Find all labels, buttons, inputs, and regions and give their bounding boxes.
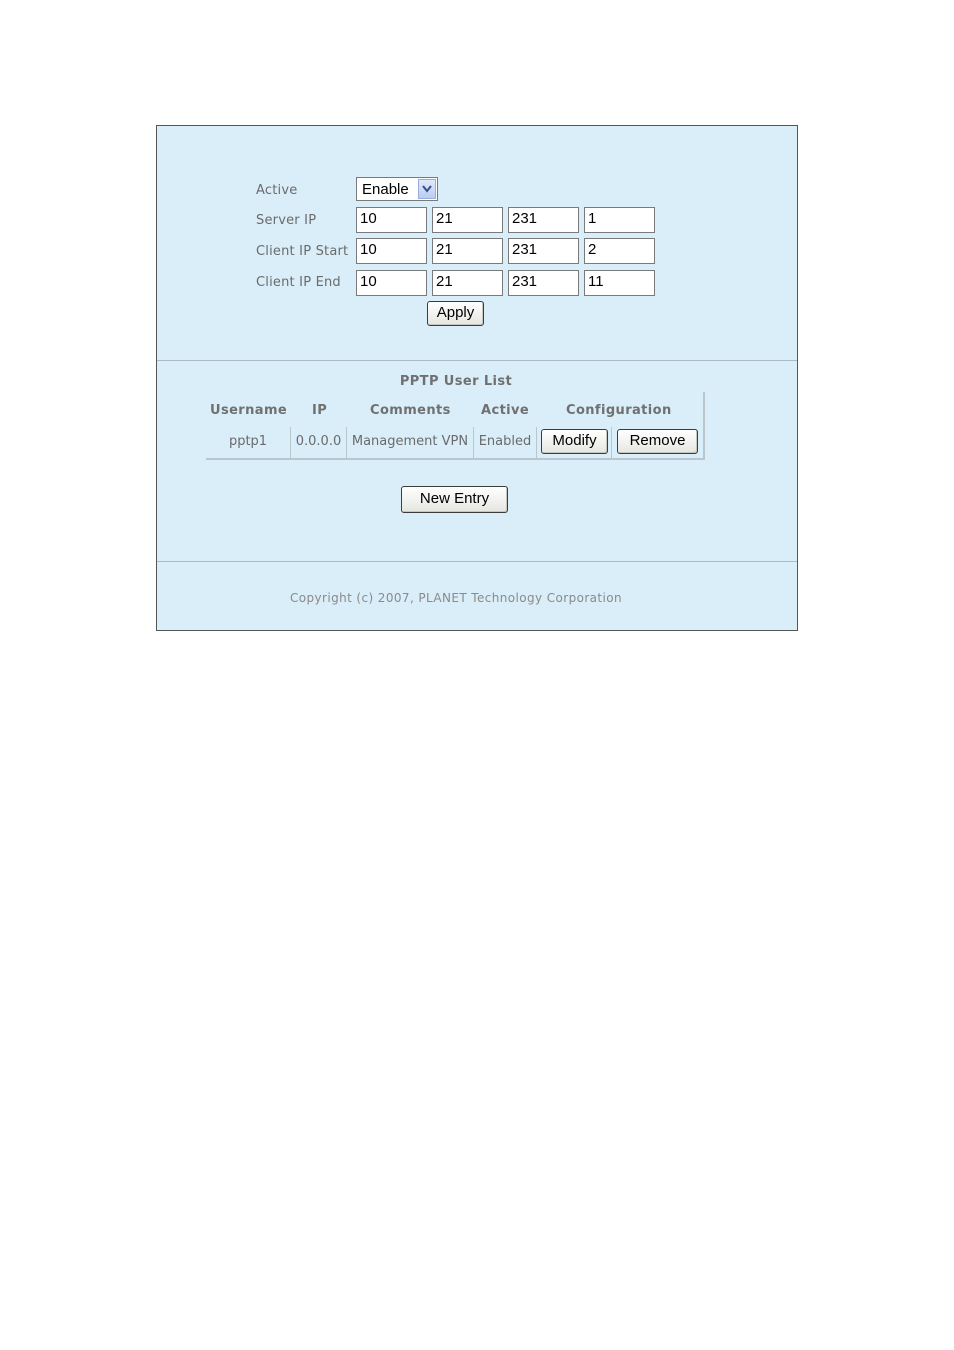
pptp-settings-panel [156, 125, 798, 631]
client-ip-start-octet-1[interactable]: 10 [356, 238, 427, 264]
column-header-active: Active [481, 403, 530, 418]
client-ip-end-octet-4[interactable]: 11 [584, 270, 655, 296]
cell-ip: 0.0.0.0 [291, 427, 347, 459]
client-ip-end-octet-1[interactable]: 10 [356, 270, 427, 296]
active-label: Active [256, 183, 298, 198]
copyright-text: Copyright (c) 2007, PLANET Technology Corporation [289, 591, 623, 605]
client-ip-start-label: Client IP Start [256, 244, 349, 259]
column-header-comments: Comments [370, 403, 451, 418]
modify-button[interactable]: Modify [541, 429, 608, 454]
server-ip-octet-2[interactable]: 21 [432, 207, 503, 233]
server-ip-octet-4[interactable]: 1 [584, 207, 655, 233]
remove-button[interactable]: Remove [617, 429, 698, 454]
chevron-down-icon[interactable] [418, 179, 436, 199]
cell-active: Enabled [474, 427, 537, 459]
column-header-configuration: Configuration [566, 403, 672, 418]
cell-comments: Management VPN [347, 427, 474, 459]
client-ip-end-label: Client IP End [256, 275, 341, 290]
user-list-title: PPTP User List [399, 374, 513, 389]
new-entry-button[interactable]: New Entry [401, 486, 508, 513]
active-select-value: Enable [362, 181, 409, 198]
server-ip-octet-1[interactable]: 10 [356, 207, 427, 233]
client-ip-start-octet-2[interactable]: 21 [432, 238, 503, 264]
section-divider [157, 360, 797, 361]
column-header-username: Username [210, 403, 288, 418]
apply-button[interactable]: Apply [427, 301, 484, 326]
cell-username: pptp1 [206, 427, 291, 459]
server-ip-octet-3[interactable]: 231 [508, 207, 579, 233]
client-ip-end-octet-3[interactable]: 231 [508, 270, 579, 296]
client-ip-end-octet-2[interactable]: 21 [432, 270, 503, 296]
client-ip-start-octet-3[interactable]: 231 [508, 238, 579, 264]
active-select[interactable] [356, 177, 438, 201]
client-ip-start-octet-4[interactable]: 2 [584, 238, 655, 264]
column-header-ip: IP [312, 403, 328, 418]
footer-divider [157, 561, 797, 562]
server-ip-label: Server IP [256, 213, 317, 228]
